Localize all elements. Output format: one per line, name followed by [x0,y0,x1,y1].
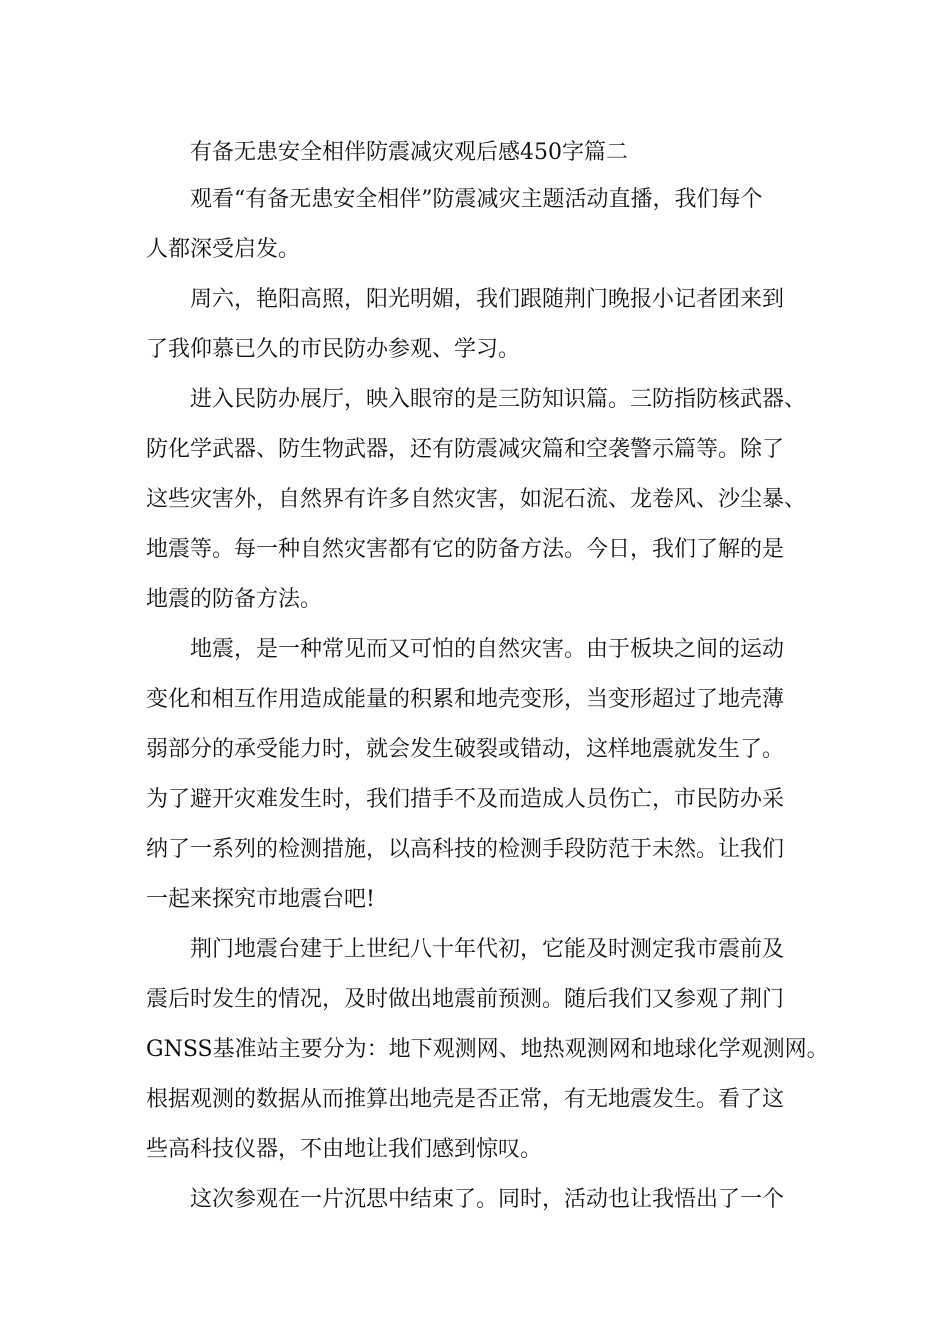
paragraph-4-line-1: 地震，是一种常见而又可怕的自然灾害。由于板块之间的运动 [190,637,785,662]
paragraph-3-line-2: 防化学武器、防生物武器，还有防震减灾篇和空袭警示篇等。除了 [146,437,785,462]
paragraph-4-line-4: 为了避开灾难发生时，我们措手不及而造成人员伤亡，市民防办采 [146,787,785,812]
paragraph-2-line-2: 了我仰慕已久的市民防办参观、学习。 [146,337,521,362]
paragraph-5-line-5: 些高科技仪器，不由地让我们感到惊叹。 [146,1137,543,1162]
paragraph-3-line-4: 地震等。每一种自然灾害都有它的防备方法。今日，我们了解的是 [146,537,785,562]
paragraph-4-line-6: 一起来探究市地震台吧! [146,887,375,912]
paragraph-5-line-1: 荆门地震台建于上世纪八十年代初，它能及时测定我市震前及 [190,937,785,962]
paragraph-1-line-1: 观看“有备无患安全相伴”防震减灾主题活动直播，我们每个 [190,187,763,212]
paragraph-4-line-2: 变化和相互作用造成能量的积累和地壳变形，当变形超过了地壳薄 [146,687,785,712]
paragraph-5-line-2: 震后时发生的情况，及时做出地震前预测。随后我们又参观了荆门 [146,987,785,1012]
paragraph-5-line-3: GNSS基准站主要分为：地下观测网、地热观测网和地球化学观测网。 [146,1037,829,1062]
paragraph-4-line-5: 纳了一系列的检测措施，以高科技的检测手段防范于未然。让我们 [146,837,785,862]
paragraph-5-line-4: 根据观测的数据从而推算出地壳是否正常，有无地震发生。看了这 [146,1087,785,1112]
paragraph-4-line-3: 弱部分的承受能力时，就会发生破裂或错动，这样地震就发生了。 [146,737,785,762]
paragraph-3-line-5: 地震的防备方法。 [146,587,323,612]
paragraph-3-line-1: 进入民防办展厅，映入眼帘的是三防知识篇。三防指防核武器、 [190,387,807,412]
paragraph-3-line-3: 这些灾害外，自然界有许多自然灾害，如泥石流、龙卷风、沙尘暴、 [146,487,807,512]
paragraph-1-line-2: 人都深受启发。 [146,237,301,262]
document-title: 有备无患安全相伴防震减灾观后感450字篇二 [190,140,628,165]
paragraph-2-line-1: 周六，艳阳高照，阳光明媚，我们跟随荆门晚报小记者团来到 [190,287,785,312]
paragraph-6-line-1: 这次参观在一片沉思中结束了。同时，活动也让我悟出了一个 [190,1187,785,1212]
